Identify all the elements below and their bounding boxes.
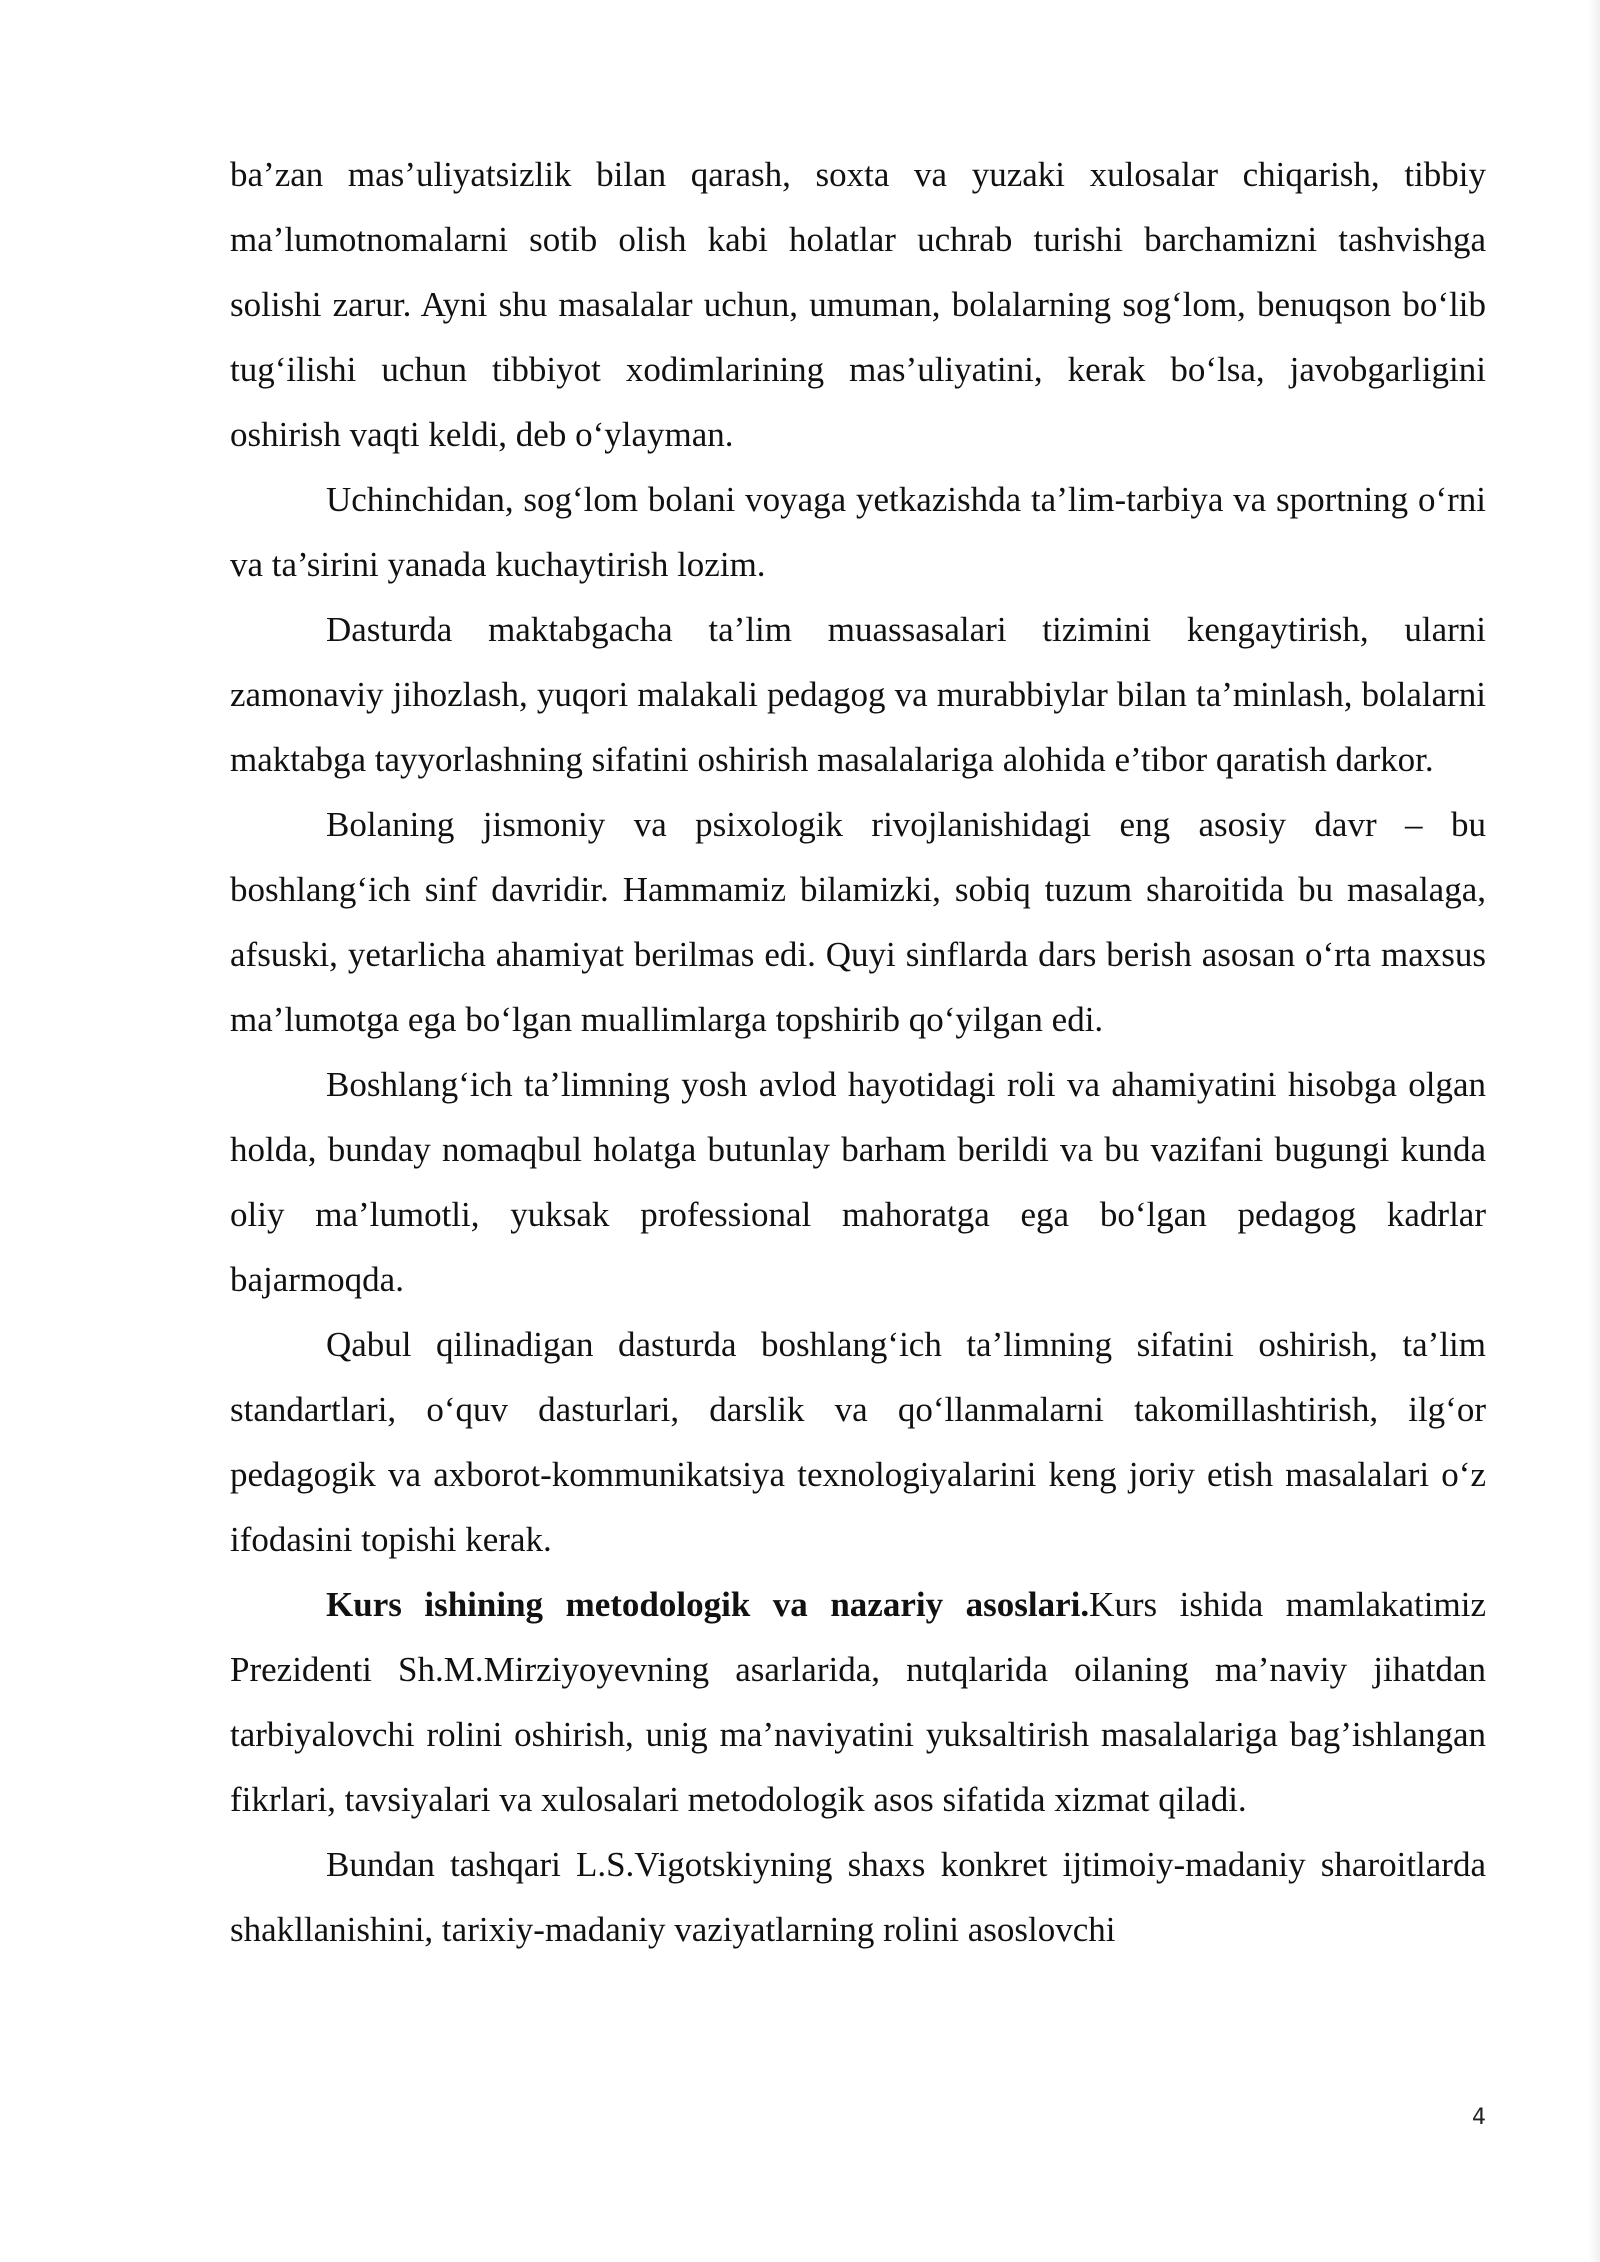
paragraph-7-text: Kurs ishida mamlakatimiz Prezidenti Sh.M.Mirziyoyevning asarlarida, nutqlarida oilaning ma’naviy jihatdan tarbiyalovchi rolini oshirish, unig ma’naviyatini yuksaltirish masalalariga bag’ishlangan fikrlari, tavsiyalari va xulosalari metodologik asos sifatida xizmat qiladi. [230,1585,1486,1819]
paragraph-1: ba’zan mas’uliyatsizlik bilan qarash, soxta va yuzaki xulosalar chiqarish, tibbiy ma’lumotnomalarni sotib olish kabi holatlar uchrab turishi barchamizni tashvishga solishi zarur. Ayni shu masalalar uchun, umuman, bolalarning sog‘lom, benuqson bo‘lib tug‘ilishi uchun tibbiyot xodimlarining mas’uliyatini, kerak bo‘lsa, javobgarligini oshirish vaqti keldi, deb o‘ylayman. [230,155,1486,454]
page-number: 4 [1472,2105,1486,2130]
document-body [230,142,1486,1962]
page-edge-shadow [1588,0,1600,2262]
paragraph-8: Bundan tashqari L.S.Vigotskiyning shaxs konkret ijtimoiy-madaniy sharoitlarda shakllanishini, tarixiy-madaniy vaziyatlarning rolini asoslovchi [230,1845,1486,1949]
paragraph-7 [230,1572,1486,1832]
section-heading: Kurs ishining metodologik va nazariy asoslari. [326,1585,1090,1624]
paragraph-2: Uchinchidan, sog‘lom bolani voyaga yetkazishda ta’lim-tarbiya va sportning o‘rni va ta’sirini yanada kuchaytirish lozim. [230,480,1486,584]
paragraph-5: Boshlang‘ich ta’limning yosh avlod hayotidagi roli va ahamiyatini hisobga olgan holda, bunday nomaqbul holatga butunlay barham berildi va bu vazifani bugungi kunda oliy ma’lumotli, yuksak professional mahoratga ega bo‘lgan pedagog kadrlar bajarmoqda. [230,1065,1486,1299]
paragraph-4: Bolaning jismoniy va psixologik rivojlanishidagi eng asosiy davr – bu boshlang‘ich sinf davridir. Hammamiz bilamizki, sobiq tuzum sharoitida bu masalaga, afsuski, yetarlicha ahamiyat berilmas edi. Quyi sinflarda dars berish asosan o‘rta maxsus ma’lumotga ega bo‘lgan muallimlarga topshirib qo‘yilgan edi. [230,805,1486,1039]
paragraph-6: Qabul qilinadigan dasturda boshlang‘ich ta’limning sifatini oshirish, ta’lim standartlari, o‘quv dasturlari, darslik va qo‘llanmalarni takomillashtirish, ilg‘or pedagogik va axborot-kommunikatsiya texnologiyalarini keng joriy etish masalalari o‘z ifodasini topishi kerak. [230,1325,1486,1559]
paragraph-3: Dasturda maktabgacha ta’lim muassasalari tizimini kengaytirish, ularni zamonaviy jihozlash, yuqori malakali pedagog va murabbiylar bilan ta’minlash, bolalarni maktabga tayyorlashning sifatini oshirish masalalariga alohida e’tibor qaratish darkor. [230,610,1486,779]
